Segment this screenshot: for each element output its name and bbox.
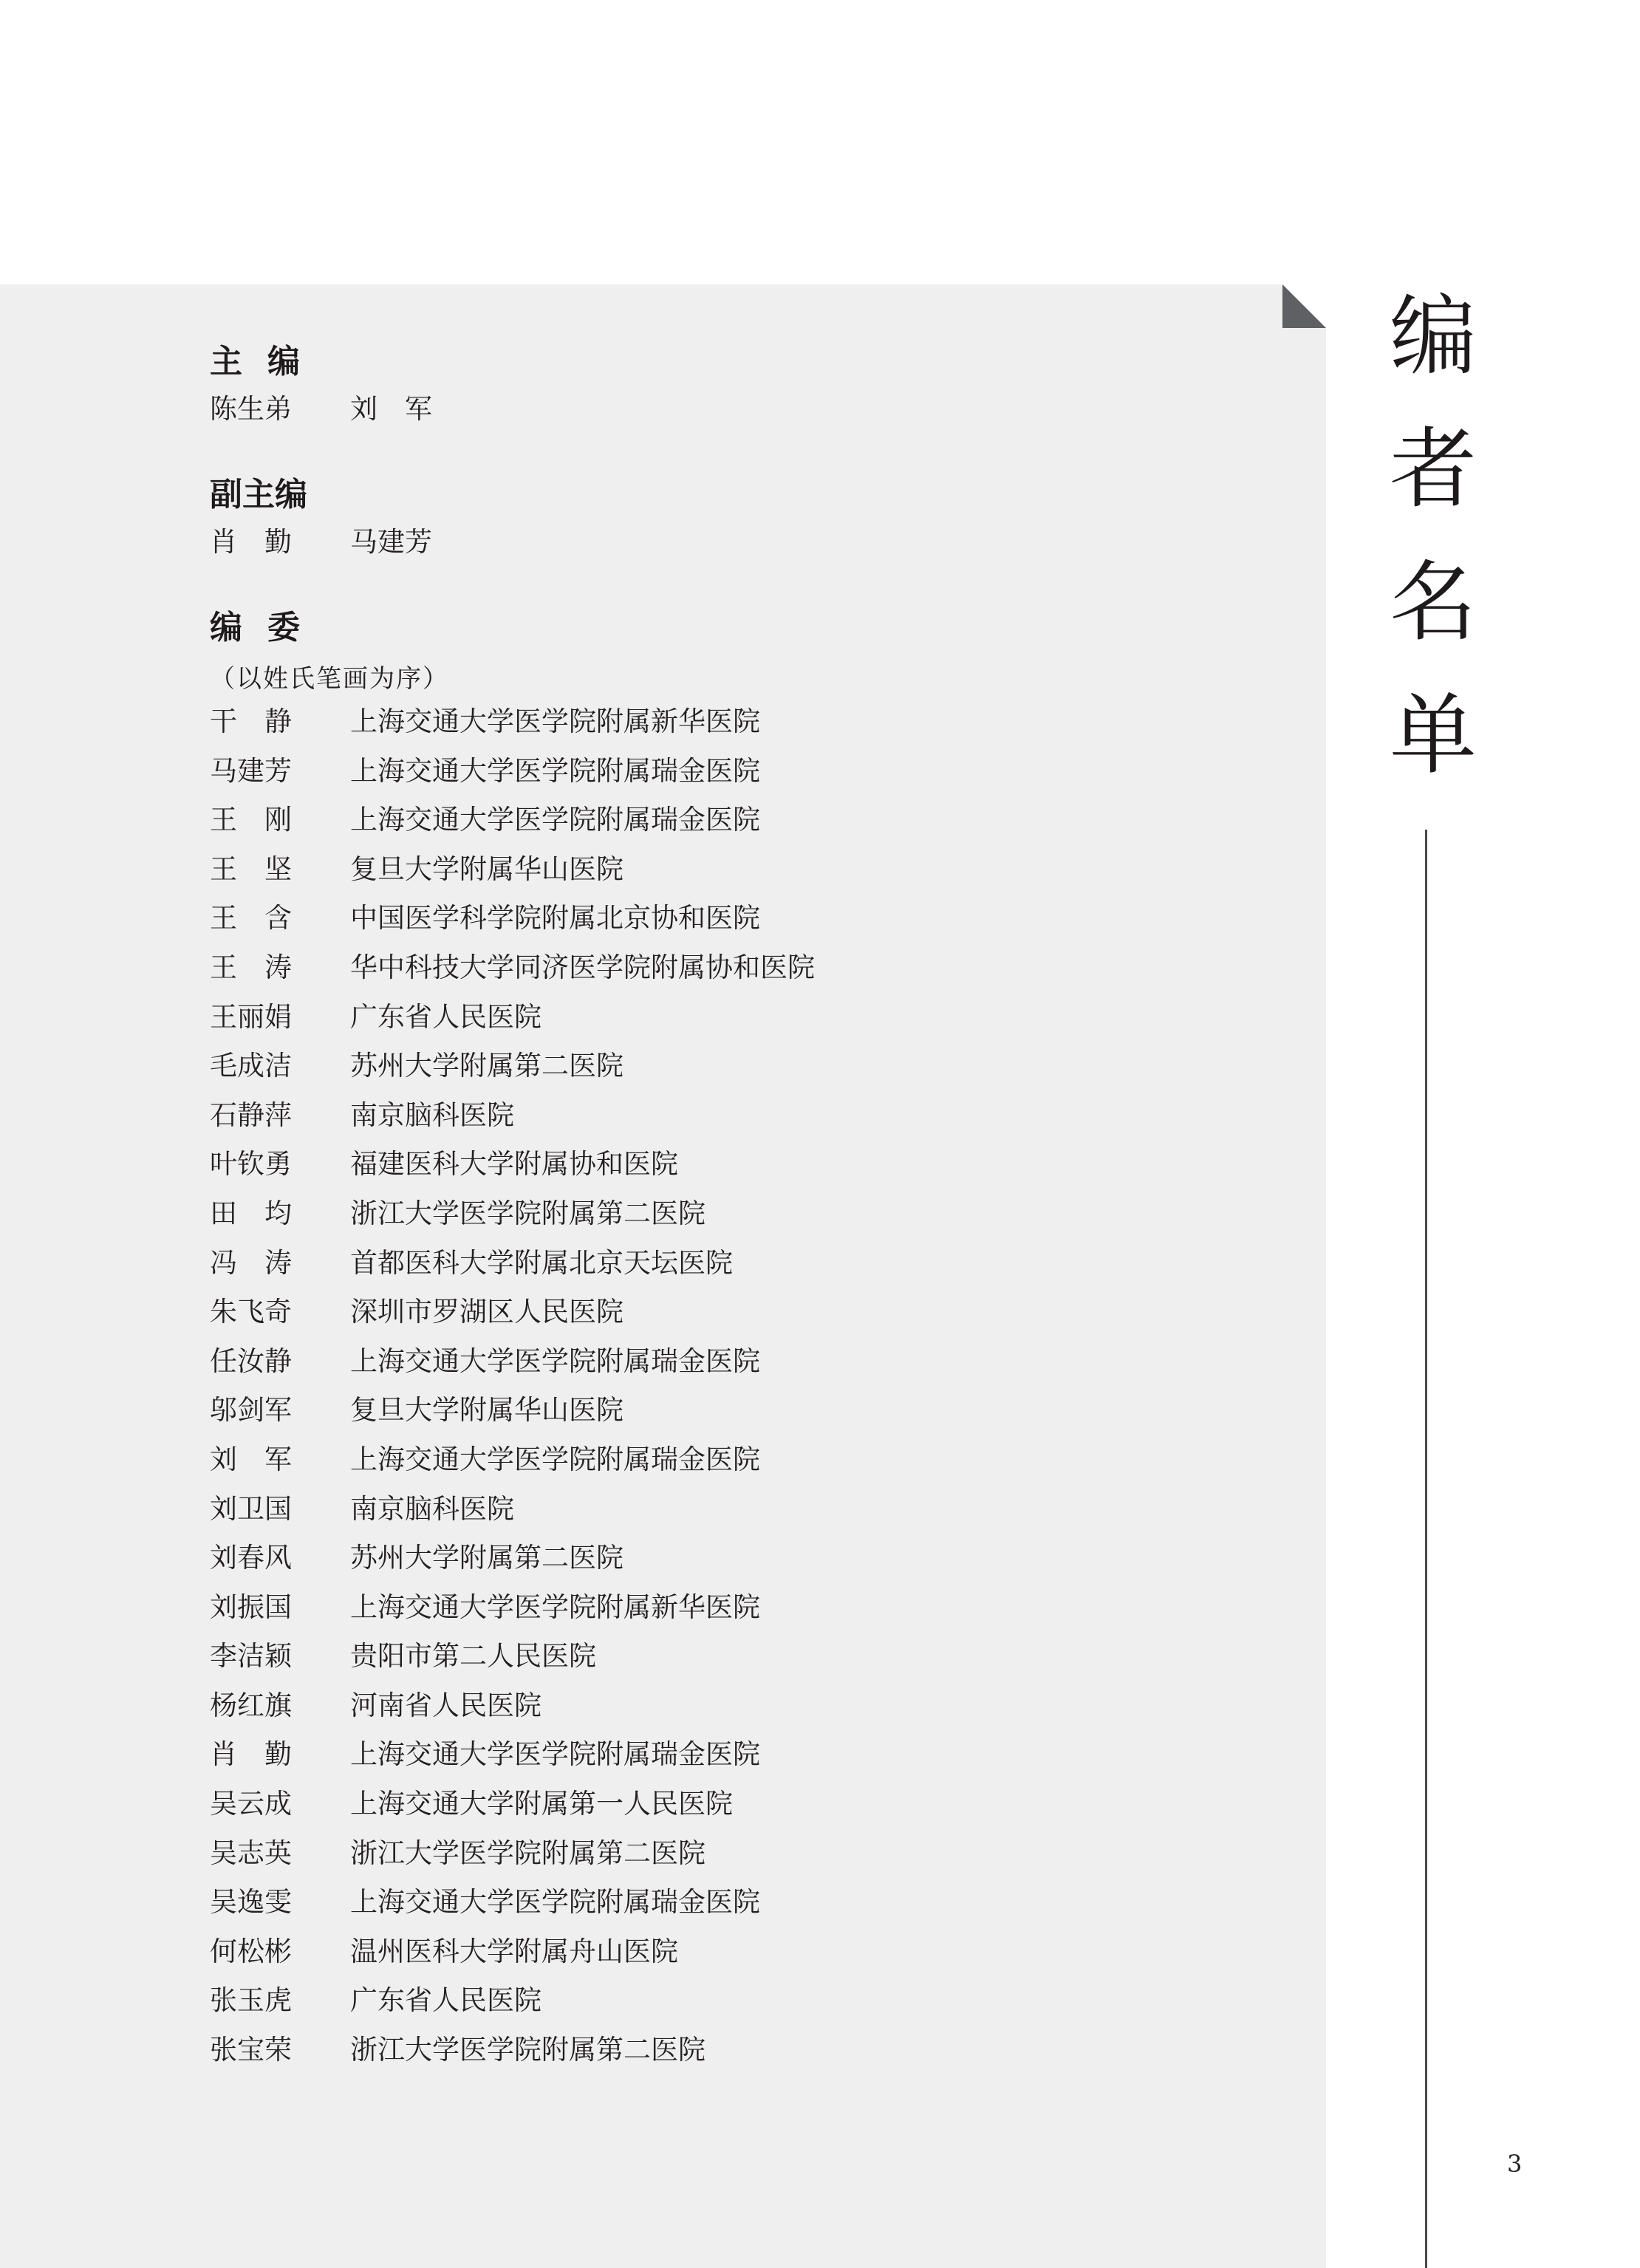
member-institution: 上海交通大学医学院附属新华医院 [350, 1591, 760, 1623]
member-row [210, 1485, 1244, 1534]
member-name: 邬剑军 [210, 1394, 292, 1427]
page-title [1389, 270, 1477, 802]
member-name: 任汝静 [210, 1345, 292, 1377]
member-institution: 上海交通大学附属第一人民医院 [350, 1788, 733, 1820]
member-row [210, 1140, 1244, 1189]
title-char: 编 [1389, 285, 1477, 387]
member-institution: 苏州大学附属第二医院 [350, 1050, 623, 1082]
deputy-editor-section [210, 473, 1244, 561]
member-row [210, 796, 1244, 845]
editorial-board-heading: 编委 [210, 609, 325, 646]
vertical-rule [1425, 830, 1427, 2268]
editorial-board-section [210, 606, 1244, 2075]
member-institution: 上海交通大学医学院附属瑞金医院 [350, 1443, 760, 1475]
deputy-editor-name: 肖 勤 [210, 526, 292, 558]
member-name: 刘 军 [210, 1443, 292, 1475]
member-institution: 上海交通大学医学院附属瑞金医院 [350, 1886, 760, 1919]
member-name: 王 坚 [210, 853, 292, 885]
member-row [210, 1337, 1244, 1387]
member-institution: 复旦大学附属华山医院 [350, 1394, 623, 1427]
member-institution: 广东省人民医院 [350, 1984, 541, 2017]
member-institution: 华中科技大学同济医学院附属协和医院 [350, 951, 815, 983]
member-institution: 苏州大学附属第二医院 [350, 1542, 623, 1574]
chief-editor-names [210, 390, 1244, 428]
member-row [210, 1189, 1244, 1239]
title-char: 者 [1389, 418, 1477, 520]
member-name: 王 刚 [210, 804, 292, 836]
member-name: 朱飞奇 [210, 1296, 292, 1328]
member-row [210, 1239, 1244, 1288]
member-row [210, 1878, 1244, 1927]
member-institution: 上海交通大学医学院附属瑞金医院 [350, 1738, 760, 1771]
member-institution: 广东省人民医院 [350, 1000, 541, 1033]
member-row [210, 1288, 1244, 1337]
member-name: 张宝荣 [210, 2034, 292, 2066]
member-row [210, 1780, 1244, 1829]
member-row [210, 1534, 1244, 1583]
member-row [210, 2026, 1244, 2075]
member-row [210, 894, 1244, 943]
member-row [210, 1042, 1244, 1091]
member-name: 何松彬 [210, 1935, 292, 1967]
member-institution: 贵阳市第二人民医院 [350, 1640, 596, 1673]
member-row [210, 845, 1244, 895]
member-institution: 上海交通大学医学院附属新华医院 [350, 706, 760, 737]
member-institution: 南京脑科医院 [350, 1099, 514, 1131]
member-name: 石静萍 [210, 1099, 292, 1131]
member-institution: 浙江大学医学院附属第二医院 [350, 1197, 705, 1229]
member-institution: 上海交通大学医学院附属瑞金医院 [350, 1345, 760, 1377]
member-name: 刘春风 [210, 1542, 292, 1574]
chief-editor-section [210, 340, 1244, 428]
member-row [210, 943, 1244, 993]
member-row [210, 1730, 1244, 1780]
member-name: 王 含 [210, 902, 292, 935]
member-institution: 复旦大学附属华山医院 [350, 853, 623, 885]
member-name: 田 均 [210, 1197, 292, 1229]
member-institution: 浙江大学医学院附属第二医院 [350, 2034, 705, 2066]
member-name: 吴逸雯 [210, 1886, 292, 1919]
member-name: 马建芳 [210, 754, 292, 787]
member-name: 王丽娟 [210, 1000, 292, 1033]
member-name: 干 静 [210, 706, 292, 737]
member-name: 杨红旗 [210, 1689, 292, 1721]
member-row [210, 1435, 1244, 1485]
member-institution: 浙江大学医学院附属第二医院 [350, 1837, 705, 1869]
chief-editor-name: 刘 军 [350, 393, 432, 425]
member-name: 冯 涛 [210, 1246, 292, 1279]
chief-editor-name: 陈生弟 [210, 393, 292, 425]
member-institution: 上海交通大学医学院附属瑞金医院 [350, 804, 760, 836]
deputy-editor-heading: 副主编 [210, 476, 307, 513]
member-name: 吴云成 [210, 1788, 292, 1820]
chief-editor-heading: 主编 [210, 343, 325, 380]
title-char: 名 [1389, 551, 1477, 653]
member-name: 吴志英 [210, 1837, 292, 1869]
member-row [210, 1091, 1244, 1141]
member-row [210, 747, 1244, 796]
page-number: 3 [1507, 2150, 1523, 2178]
member-name: 王 涛 [210, 951, 292, 983]
member-institution: 福建医科大学附属协和医院 [350, 1148, 678, 1181]
member-row [210, 1681, 1244, 1731]
member-name: 毛成洁 [210, 1050, 292, 1082]
member-name: 张玉虎 [210, 1984, 292, 2017]
member-institution: 深圳市罗湖区人民医院 [350, 1296, 623, 1328]
member-row [210, 1829, 1244, 1879]
ordering-note: （以姓氏笔画为序） [210, 664, 449, 694]
member-row [210, 1927, 1244, 1977]
member-row [210, 697, 1244, 747]
member-row [210, 1583, 1244, 1633]
member-row [210, 1386, 1244, 1435]
member-name: 肖 勤 [210, 1738, 292, 1771]
deputy-editor-name: 马建芳 [350, 526, 432, 558]
member-institution: 中国医学科学院附属北京协和医院 [350, 902, 760, 935]
member-institution: 上海交通大学医学院附属瑞金医院 [350, 754, 760, 787]
member-institution: 河南省人民医院 [350, 1689, 541, 1721]
member-row [210, 1632, 1244, 1681]
member-institution: 温州医科大学附属舟山医院 [350, 1935, 678, 1967]
member-name: 李洁颖 [210, 1640, 292, 1673]
member-row [210, 993, 1244, 1042]
member-institution: 南京脑科医院 [350, 1492, 514, 1525]
member-institution: 首都医科大学附属北京天坛医院 [350, 1246, 733, 1279]
member-name: 刘振国 [210, 1591, 292, 1623]
deputy-editor-names [210, 523, 1244, 561]
member-name: 刘卫国 [210, 1492, 292, 1525]
member-row [210, 1976, 1244, 2026]
editor-list [210, 340, 1244, 2075]
member-name: 叶钦勇 [210, 1148, 292, 1181]
member-list [210, 697, 1244, 2075]
title-char: 单 [1389, 684, 1477, 786]
